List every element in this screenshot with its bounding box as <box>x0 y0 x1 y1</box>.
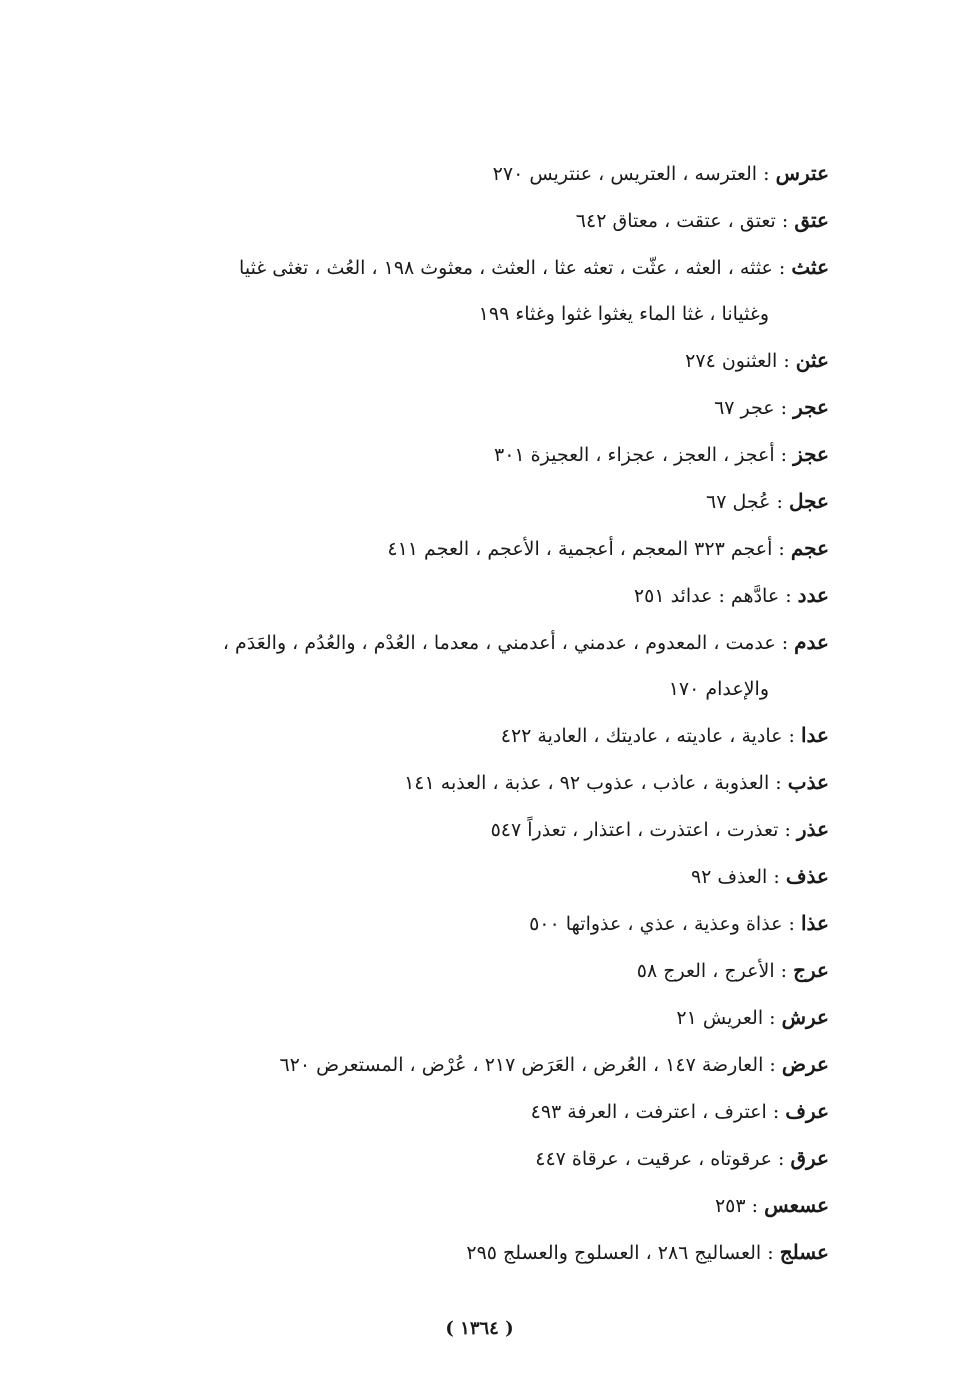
entry-root: عجم <box>790 536 829 560</box>
entry-text: : ٢٥٣ <box>714 1195 759 1217</box>
entry-text: : تعتق ، عتقت ، معتاق ٦٤٢ <box>575 210 789 232</box>
index-entry <box>169 525 829 572</box>
index-entry <box>169 853 829 900</box>
index-entry <box>169 1182 829 1229</box>
index-entry <box>169 337 829 384</box>
index-entry <box>169 150 829 197</box>
entry-text: : الأعرج ، العرج ٥٨ <box>636 960 788 982</box>
index-entry <box>169 1135 829 1182</box>
entry-root: عذف <box>785 864 829 888</box>
index-entry <box>169 994 829 1041</box>
index-entry <box>169 1229 829 1276</box>
index-entry <box>169 1088 829 1135</box>
page-number: ( ١٣٦٤ ) <box>445 1318 514 1339</box>
entry-root: عسعس <box>764 1193 829 1217</box>
entry-root: عرض <box>781 1052 829 1076</box>
entry-text: : عادَّهم : عدائد ٢٥١ <box>633 585 792 607</box>
index-entry <box>169 806 829 853</box>
entry-root: عجر <box>793 395 829 419</box>
index-entry <box>169 384 829 431</box>
entry-root: عذا <box>801 911 829 935</box>
index-entry <box>169 197 829 244</box>
entry-text: : عادية ، عاديته ، عاديتك ، العادية ٤٢٢ <box>500 725 795 747</box>
entry-root: عجل <box>789 489 829 513</box>
entry-text: : أعجز ، العجز ، عجزاء ، العجيزة ٣٠١ <box>494 444 788 466</box>
index-entry <box>169 478 829 525</box>
index-entry <box>169 619 829 712</box>
entry-text: : عجر ٦٧ <box>714 397 788 419</box>
entry-root: عرش <box>781 1005 829 1029</box>
index-entry <box>169 759 829 806</box>
entry-text: : العترسه ، العتريس ، عنتريس ٢٧٠ <box>492 163 770 185</box>
entry-text: : اعترف ، اعترفت ، العرفة ٤٩٣ <box>530 1101 780 1123</box>
entry-continuation: وغثيانا ، غثا الماء يغثوا غثوا وغثاء ١٩٩ <box>478 303 769 325</box>
entry-text: : العثنون ٢٧٤ <box>685 350 790 372</box>
entry-root: عثث <box>791 255 829 279</box>
entry-text: : العساليج ٢٨٦ ، العسلوج والعسلج ٢٩٥ <box>466 1242 774 1264</box>
entry-text: : العذوبة ، عاذب ، عذوب ٩٢ ، عذبة ، العذبه ١٤١ <box>404 772 782 794</box>
entry-root: عرج <box>793 958 829 982</box>
entry-text: : عثثه ، العثه ، عثّت ، تعثه عثا ، العثث ، معثوث ١٩٨ ، العُث ، تغثى غثيا <box>239 257 786 279</box>
entry-root: عرف <box>785 1099 829 1123</box>
index-entry <box>169 900 829 947</box>
entry-text: : أعجم ٣٢٣ المعجم ، أعجمية ، الأعجم ، العجم ٤١١ <box>387 538 785 560</box>
entry-root: عثن <box>795 348 829 372</box>
entry-root: عسلج <box>779 1240 829 1264</box>
entry-root: عدم <box>794 630 829 654</box>
index-entries <box>169 150 829 1276</box>
entry-continuation: والإعدام ١٧٠ <box>668 678 769 700</box>
entry-root: عرق <box>790 1146 829 1170</box>
entry-text: : عذاة وعذية ، عذي ، عذواتها ٥٠٠ <box>529 913 795 935</box>
entry-text: : العارضة ١٤٧ ، العُرض ، العَرَض ٢١٧ ، عُرْض ، المستعرض ٦٢٠ <box>279 1054 776 1076</box>
entry-text: : تعذرت ، اعتذرت ، اعتذار ، تعذراً ٥٤٧ <box>490 819 791 841</box>
entry-text: : العذف ٩٢ <box>690 866 780 888</box>
entry-root: عجز <box>793 442 829 466</box>
entry-text: : العريش ٢١ <box>676 1007 776 1029</box>
index-entry <box>169 572 829 619</box>
entry-root: عدا <box>801 723 829 747</box>
index-entry <box>169 947 829 994</box>
entry-root: عذر <box>796 817 829 841</box>
entry-text: : عرقوتاه ، عرقيت ، عرقاة ٤٤٧ <box>535 1148 785 1170</box>
index-entry <box>169 1041 829 1088</box>
index-entry <box>169 244 829 337</box>
entry-text: : عدمت ، المعدوم ، عدمني ، أعدمني ، معدما ، العُدْم ، والعُدُم ، والعَدَم ، <box>222 632 789 654</box>
entry-root: عدد <box>797 583 829 607</box>
entry-root: عتق <box>794 208 829 232</box>
index-entry <box>169 431 829 478</box>
entry-text: : عُجل ٦٧ <box>706 491 783 513</box>
entry-root: عترس <box>775 161 829 185</box>
index-entry <box>169 712 829 759</box>
entry-root: عذب <box>787 770 829 794</box>
